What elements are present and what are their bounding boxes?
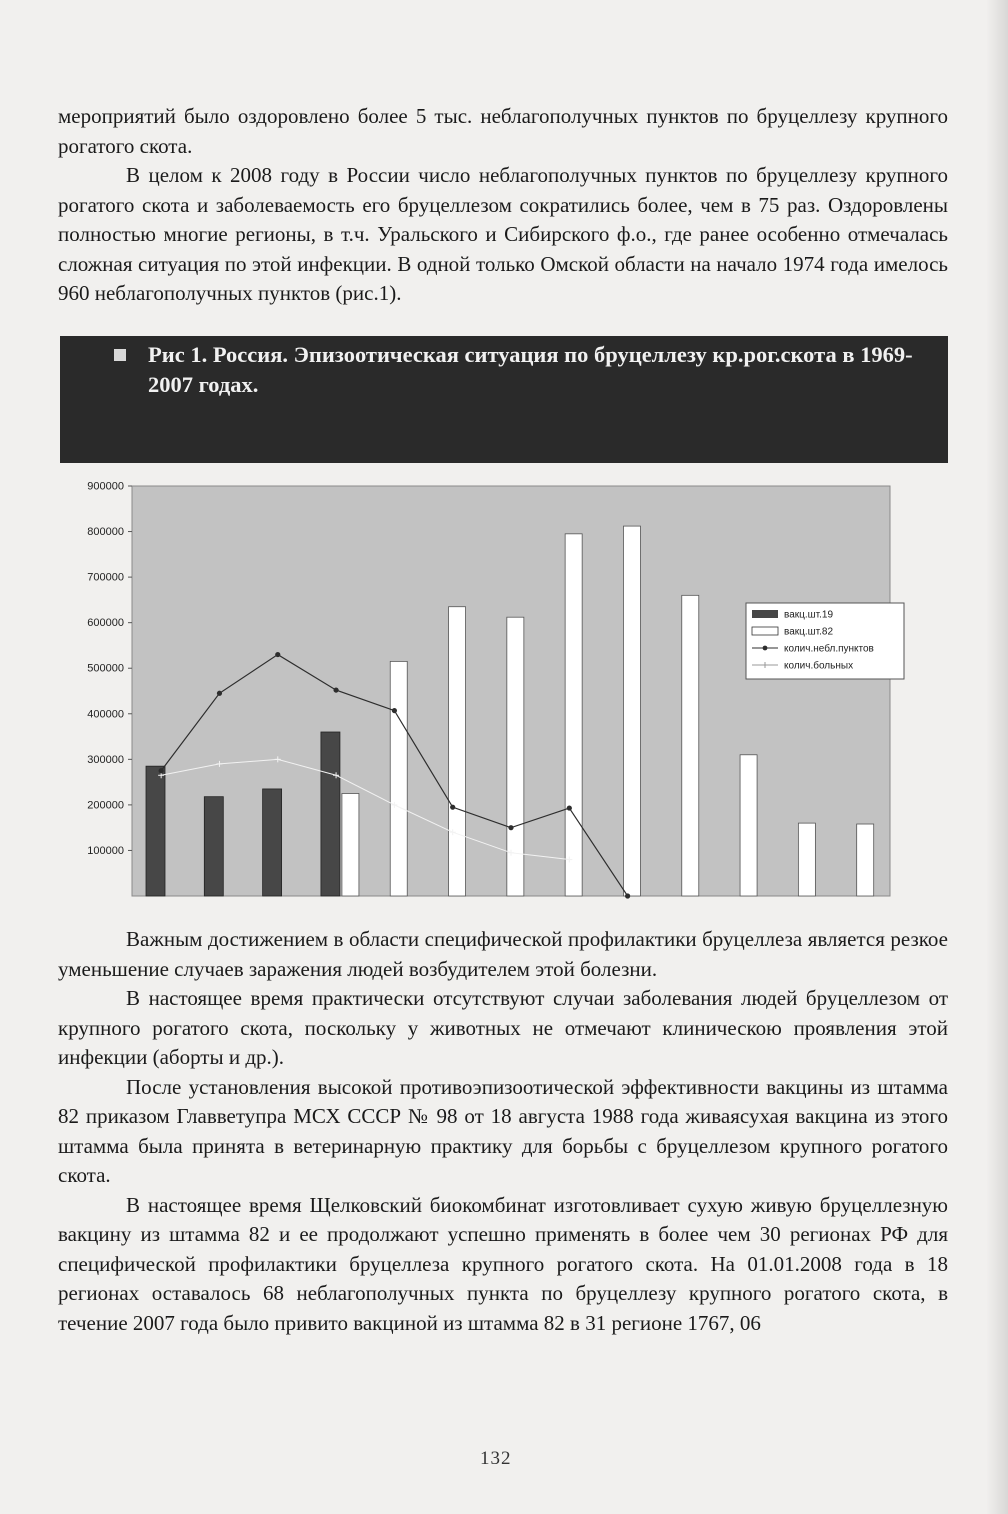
- legend-swatch-marker: [763, 646, 768, 651]
- y-tick-label: 800000: [87, 526, 124, 539]
- bar-vakc-82: [342, 794, 359, 897]
- paragraph: После установления высокой противоэпизоотической эффективности вакцины из штамма 82 приказом Главветупра МСХ СССР № 98 от 18 августа 1988 года живаясухая вакцина из этого штамма была принята в ветеринарную практику для борьбы с бруцеллезом крупного рогатого скота.: [58, 1074, 948, 1187]
- point-kolich-nebl: [392, 708, 397, 713]
- legend-swatch: [752, 610, 778, 618]
- paragraph: мероприятий было оздоровлено более 5 тыс. неблагополучных пунктов по бруцеллезу крупного рогатого скота.: [58, 104, 948, 158]
- y-tick-label: 700000: [87, 571, 124, 584]
- y-tick-label: 400000: [87, 708, 124, 721]
- bar-vakc-19: [263, 789, 282, 896]
- point-kolich-nebl: [275, 652, 280, 657]
- y-tick-label: 600000: [87, 617, 124, 630]
- point-kolich-nebl: [567, 805, 572, 810]
- bar-vakc-19: [321, 732, 340, 896]
- legend-swatch: [752, 627, 778, 635]
- bar-vakc-82: [623, 526, 640, 896]
- legend-label: вакц.шт.82: [784, 626, 834, 638]
- point-kolich-nebl: [450, 805, 455, 810]
- page-edge-shadow: [986, 0, 1008, 1514]
- point-kolich-nebl: [508, 825, 513, 830]
- point-kolich-nebl: [159, 768, 164, 773]
- paragraph: В целом к 2008 году в России число неблагополучных пунктов по бруцеллезу крупного рогатого скота и заболеваемость его бруцеллезом сократились более, чем в 75 раз. Оздоровлены полностью многие регионы, в т.ч. Уральского и Сибирского ф.о., где ранее особенно отмечалась сложная ситуация по этой инфекции. В одной только Омской области на начало 1974 года имелось 960 неблагополучных пунктов (рис.1).: [58, 163, 948, 305]
- text-bottom: [58, 925, 948, 1338]
- y-tick-label: 100000: [87, 844, 124, 857]
- point-kolich-nebl: [333, 687, 338, 692]
- y-tick-label: 500000: [87, 662, 124, 675]
- chart-svg: [60, 476, 950, 900]
- bar-vakc-19: [146, 766, 165, 896]
- point-kolich-nebl: [625, 893, 630, 898]
- paragraph: В настоящее время практически отсутствуют случаи заболевания людей бруцеллезом от крупного рогатого скота, поскольку у животных не отмечают клиническою проявления этой инфекции (аборты и др.).: [58, 986, 948, 1069]
- bar-vakc-82: [449, 607, 466, 896]
- text-top: [58, 102, 948, 309]
- paragraph: Важным достижением в области специфической профилактики бруцеллеза является резкое уменьшение случаев заражения людей возбудителем этой болезни.: [58, 927, 948, 981]
- paragraph: В настоящее время Щелковский биокомбинат изготовливает сухую живую бруцеллезную вакцину из штамма 82 и ее продолжают успешно применять в более чем 30 регионах РФ для специфической профилактики бруцеллеза крупного рогатого скота. На 01.01.2008 года в 18 регионах оставалось 68 неблагополучных пункта по бруцеллезу крупного рогатого скота, в течение 2007 года было привито вакциной из штамма 82 в 31 регионе 1767, 06: [58, 1192, 948, 1335]
- legend-label: вакц.шт.19: [784, 609, 834, 621]
- bullet-icon: [114, 349, 126, 361]
- y-tick-label: 300000: [87, 753, 124, 766]
- bar-vakc-19: [204, 797, 223, 896]
- bar-vakc-82: [682, 595, 699, 896]
- bar-vakc-82: [565, 534, 582, 896]
- point-kolich-nebl: [217, 691, 222, 696]
- y-tick-label: 200000: [87, 799, 124, 812]
- figure-title: Рис 1. Россия. Эпизоотическая ситуация по бруцеллезу кр.рог.скота в 1969-2007 годах.: [148, 342, 913, 397]
- page-number: 132: [480, 1448, 512, 1469]
- bar-vakc-82: [390, 661, 407, 896]
- bar-vakc-82: [740, 755, 757, 896]
- legend-label: колич.небл.пунктов: [784, 643, 874, 655]
- bar-vakc-82: [857, 824, 874, 896]
- figure-title-banner: [60, 336, 948, 463]
- chart: [60, 476, 950, 900]
- legend-label: колич.больных: [784, 660, 854, 672]
- y-tick-label: 900000: [87, 480, 124, 493]
- bar-vakc-82: [798, 823, 815, 896]
